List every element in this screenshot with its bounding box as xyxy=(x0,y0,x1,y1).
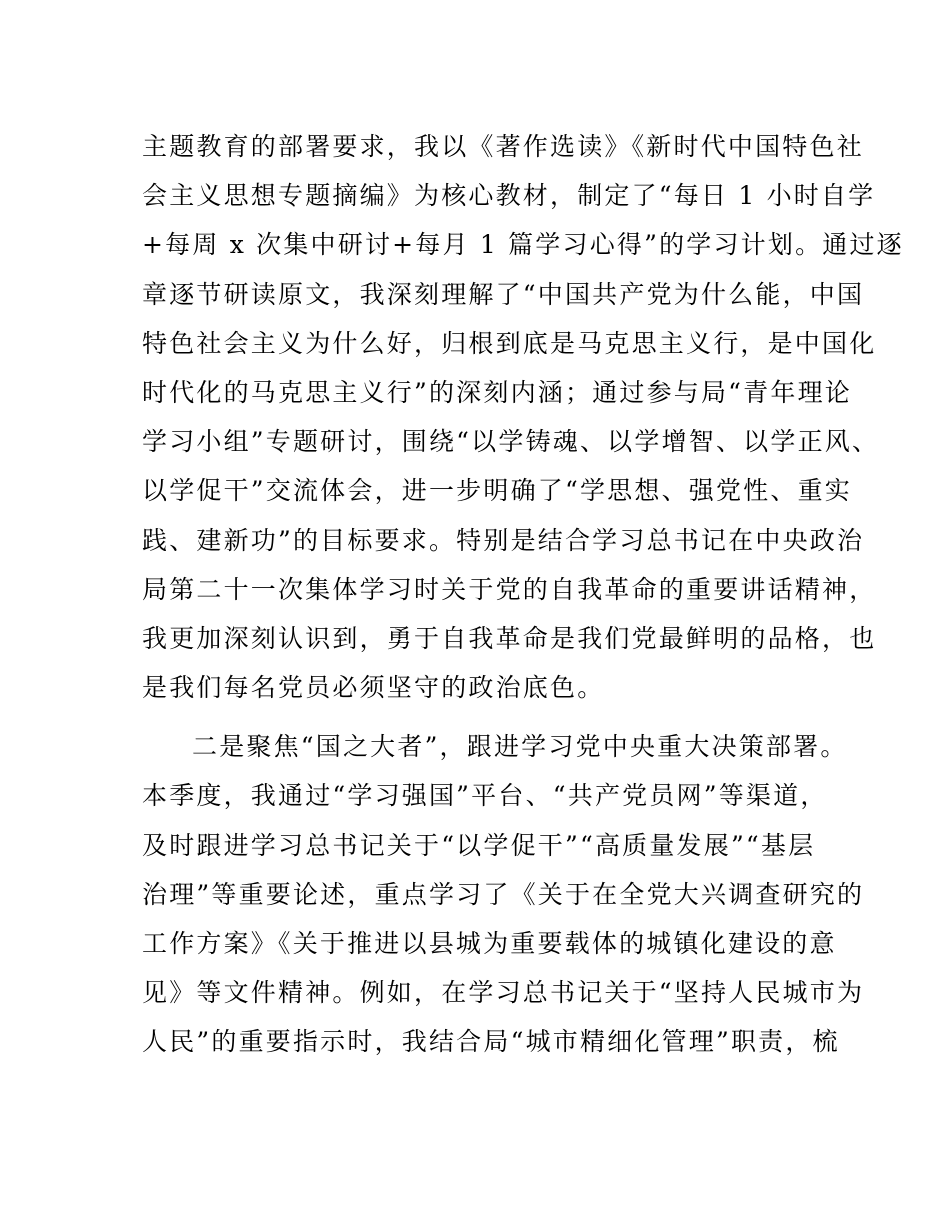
text-line: 是我们每名党员必须坚守的政治底色。 xyxy=(142,673,605,703)
text-line: 时代化的马克思主义行”的深刻内涵；通过参与局“青年理论 xyxy=(142,377,852,407)
text-line: 我更加深刻认识到，勇于自我革命是我们党最鲜明的品格，也 xyxy=(142,623,877,653)
text-line: +每周 x 次集中研讨+每月 1 篇学习心得”的学习计划。通过逐 xyxy=(142,230,904,260)
paragraph-study-plan xyxy=(142,122,904,712)
paragraph-major-decisions xyxy=(142,722,865,1066)
text-line: 以学促干”交流体会，进一步明确了“学思想、强党性、重实 xyxy=(142,476,852,506)
text-line: 见》等文件精神。例如，在学习总书记关于“坚持人民城市为 xyxy=(142,978,865,1008)
text-line: 学习小组”专题研讨，围绕“以学铸魂、以学增智、以学正风、 xyxy=(142,427,880,457)
text-line: 工作方案》《关于推进以县城为重要载体的城镇化建设的意 xyxy=(142,929,837,958)
text-line: 会主义思想专题摘编》为核心教材，制定了“每日 1 小时自学 xyxy=(142,181,876,211)
text-line-indented: 二是聚焦“国之大者”，跟进学习党中央重大决策部署。 xyxy=(192,732,848,762)
text-line: 治理”等重要论述，重点学习了《关于在全党大兴调查研究的 xyxy=(142,879,865,909)
text-line: 章逐节研读原文，我深刻理解了“中国共产党为什么能，中国 xyxy=(142,279,865,309)
text-line: 特色社会主义为什么好，归根到底是马克思主义行，是中国化 xyxy=(142,328,877,358)
text-line: 及时跟进学习总书记关于“以学促干”“高质量发展”“基层 xyxy=(142,830,816,860)
text-line: 本季度，我通过“学习强国”平台、“共产党员网”等渠道， xyxy=(142,781,828,811)
text-line: 践、建新功”的目标要求。特别是结合学习总书记在中央政治 xyxy=(142,525,865,555)
text-line: 人民”的重要指示时，我结合局“城市精细化管理”职责，梳 xyxy=(142,1027,840,1057)
document-body xyxy=(142,122,904,1067)
text-line: 主题教育的部署要求，我以《著作选读》《新时代中国特色社 xyxy=(142,132,864,161)
text-line: 局第二十一次集体学习时关于党的自我革命的重要讲话精神， xyxy=(142,574,877,604)
